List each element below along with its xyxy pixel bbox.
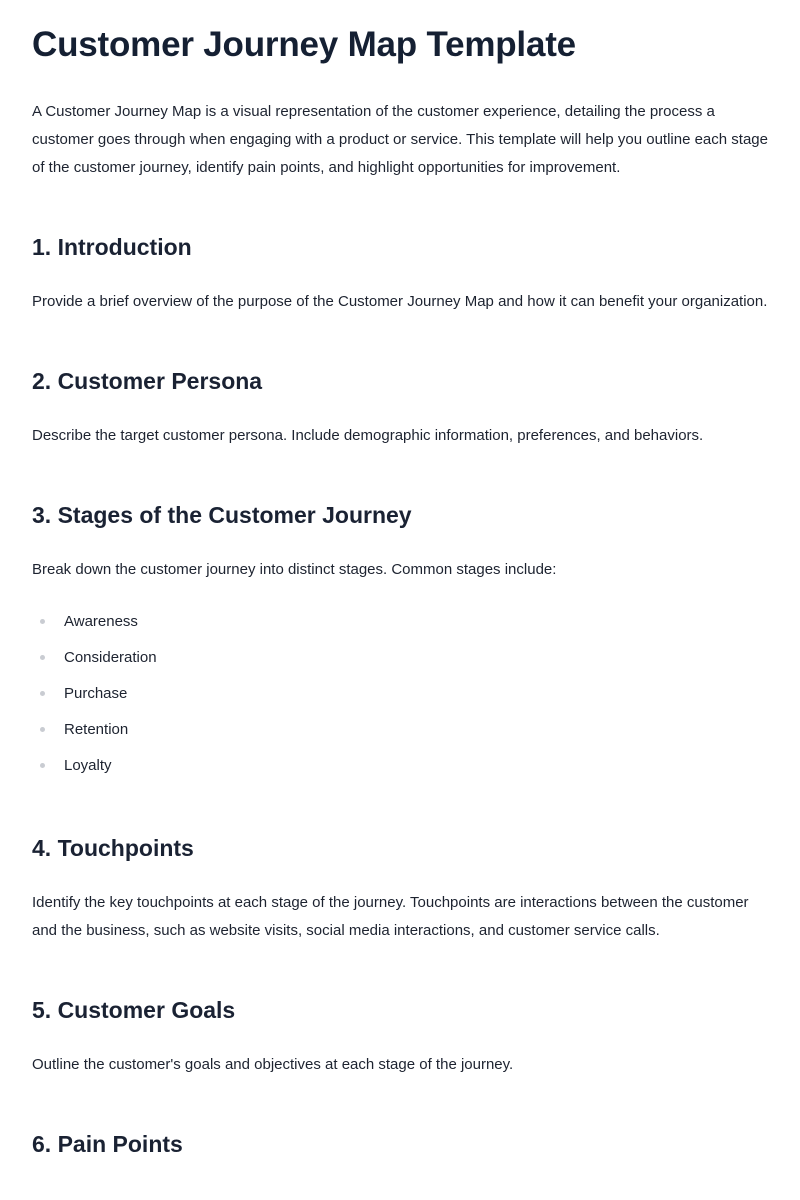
section-touchpoints bbox=[32, 833, 768, 945]
section-customer-goals bbox=[32, 995, 768, 1079]
section-stages bbox=[32, 500, 768, 783]
section-body: Identify the key touchpoints at each stage of the journey. Touchpoints are interactions between the customer and the business, such as website visits, social media interactions, and customer service calls. bbox=[32, 894, 749, 939]
section-introduction bbox=[32, 232, 768, 316]
section-heading: 4. Touchpoints bbox=[32, 835, 194, 861]
section-pain-points bbox=[32, 1129, 768, 1159]
list-item-label: Purchase bbox=[64, 684, 128, 702]
list-item bbox=[32, 747, 768, 783]
list-item-label: Awareness bbox=[64, 612, 138, 630]
intro-paragraph: A Customer Journey Map is a visual representation of the customer experience, detailing the process a customer goes through when engaging with a product or service. This template will help you outline each stage of the customer journey, identify pain points, and highlight opportunities for improvement. bbox=[32, 103, 768, 176]
bullet-dot-icon bbox=[40, 655, 45, 660]
list-item bbox=[32, 711, 768, 747]
section-body: Describe the target customer persona. Include demographic information, preferences, and behaviors. bbox=[32, 427, 704, 444]
bullet-dot-icon bbox=[40, 763, 45, 768]
section-body: Provide a brief overview of the purpose of the Customer Journey Map and how it can benefit your organization. bbox=[32, 293, 768, 310]
section-heading: 5. Customer Goals bbox=[32, 997, 236, 1023]
section-customer-persona bbox=[32, 366, 768, 450]
bullet-dot-icon bbox=[40, 691, 45, 696]
stages-list bbox=[32, 603, 768, 783]
section-heading: 2. Customer Persona bbox=[32, 368, 263, 394]
list-item bbox=[32, 675, 768, 711]
list-item bbox=[32, 639, 768, 675]
section-heading: 6. Pain Points bbox=[32, 1131, 183, 1157]
section-body: Outline the customer's goals and objectives at each stage of the journey. bbox=[32, 1056, 514, 1073]
page-title: Customer Journey Map Template bbox=[32, 25, 576, 64]
list-item-label: Retention bbox=[64, 720, 129, 738]
section-body: Break down the customer journey into distinct stages. Common stages include: bbox=[32, 561, 557, 578]
bullet-dot-icon bbox=[40, 727, 45, 732]
section-heading: 3. Stages of the Customer Journey bbox=[32, 502, 412, 528]
list-item bbox=[32, 603, 768, 639]
section-heading: 1. Introduction bbox=[32, 234, 192, 260]
list-item-label: Loyalty bbox=[64, 756, 112, 774]
bullet-dot-icon bbox=[40, 619, 45, 624]
list-item-label: Consideration bbox=[64, 648, 157, 666]
